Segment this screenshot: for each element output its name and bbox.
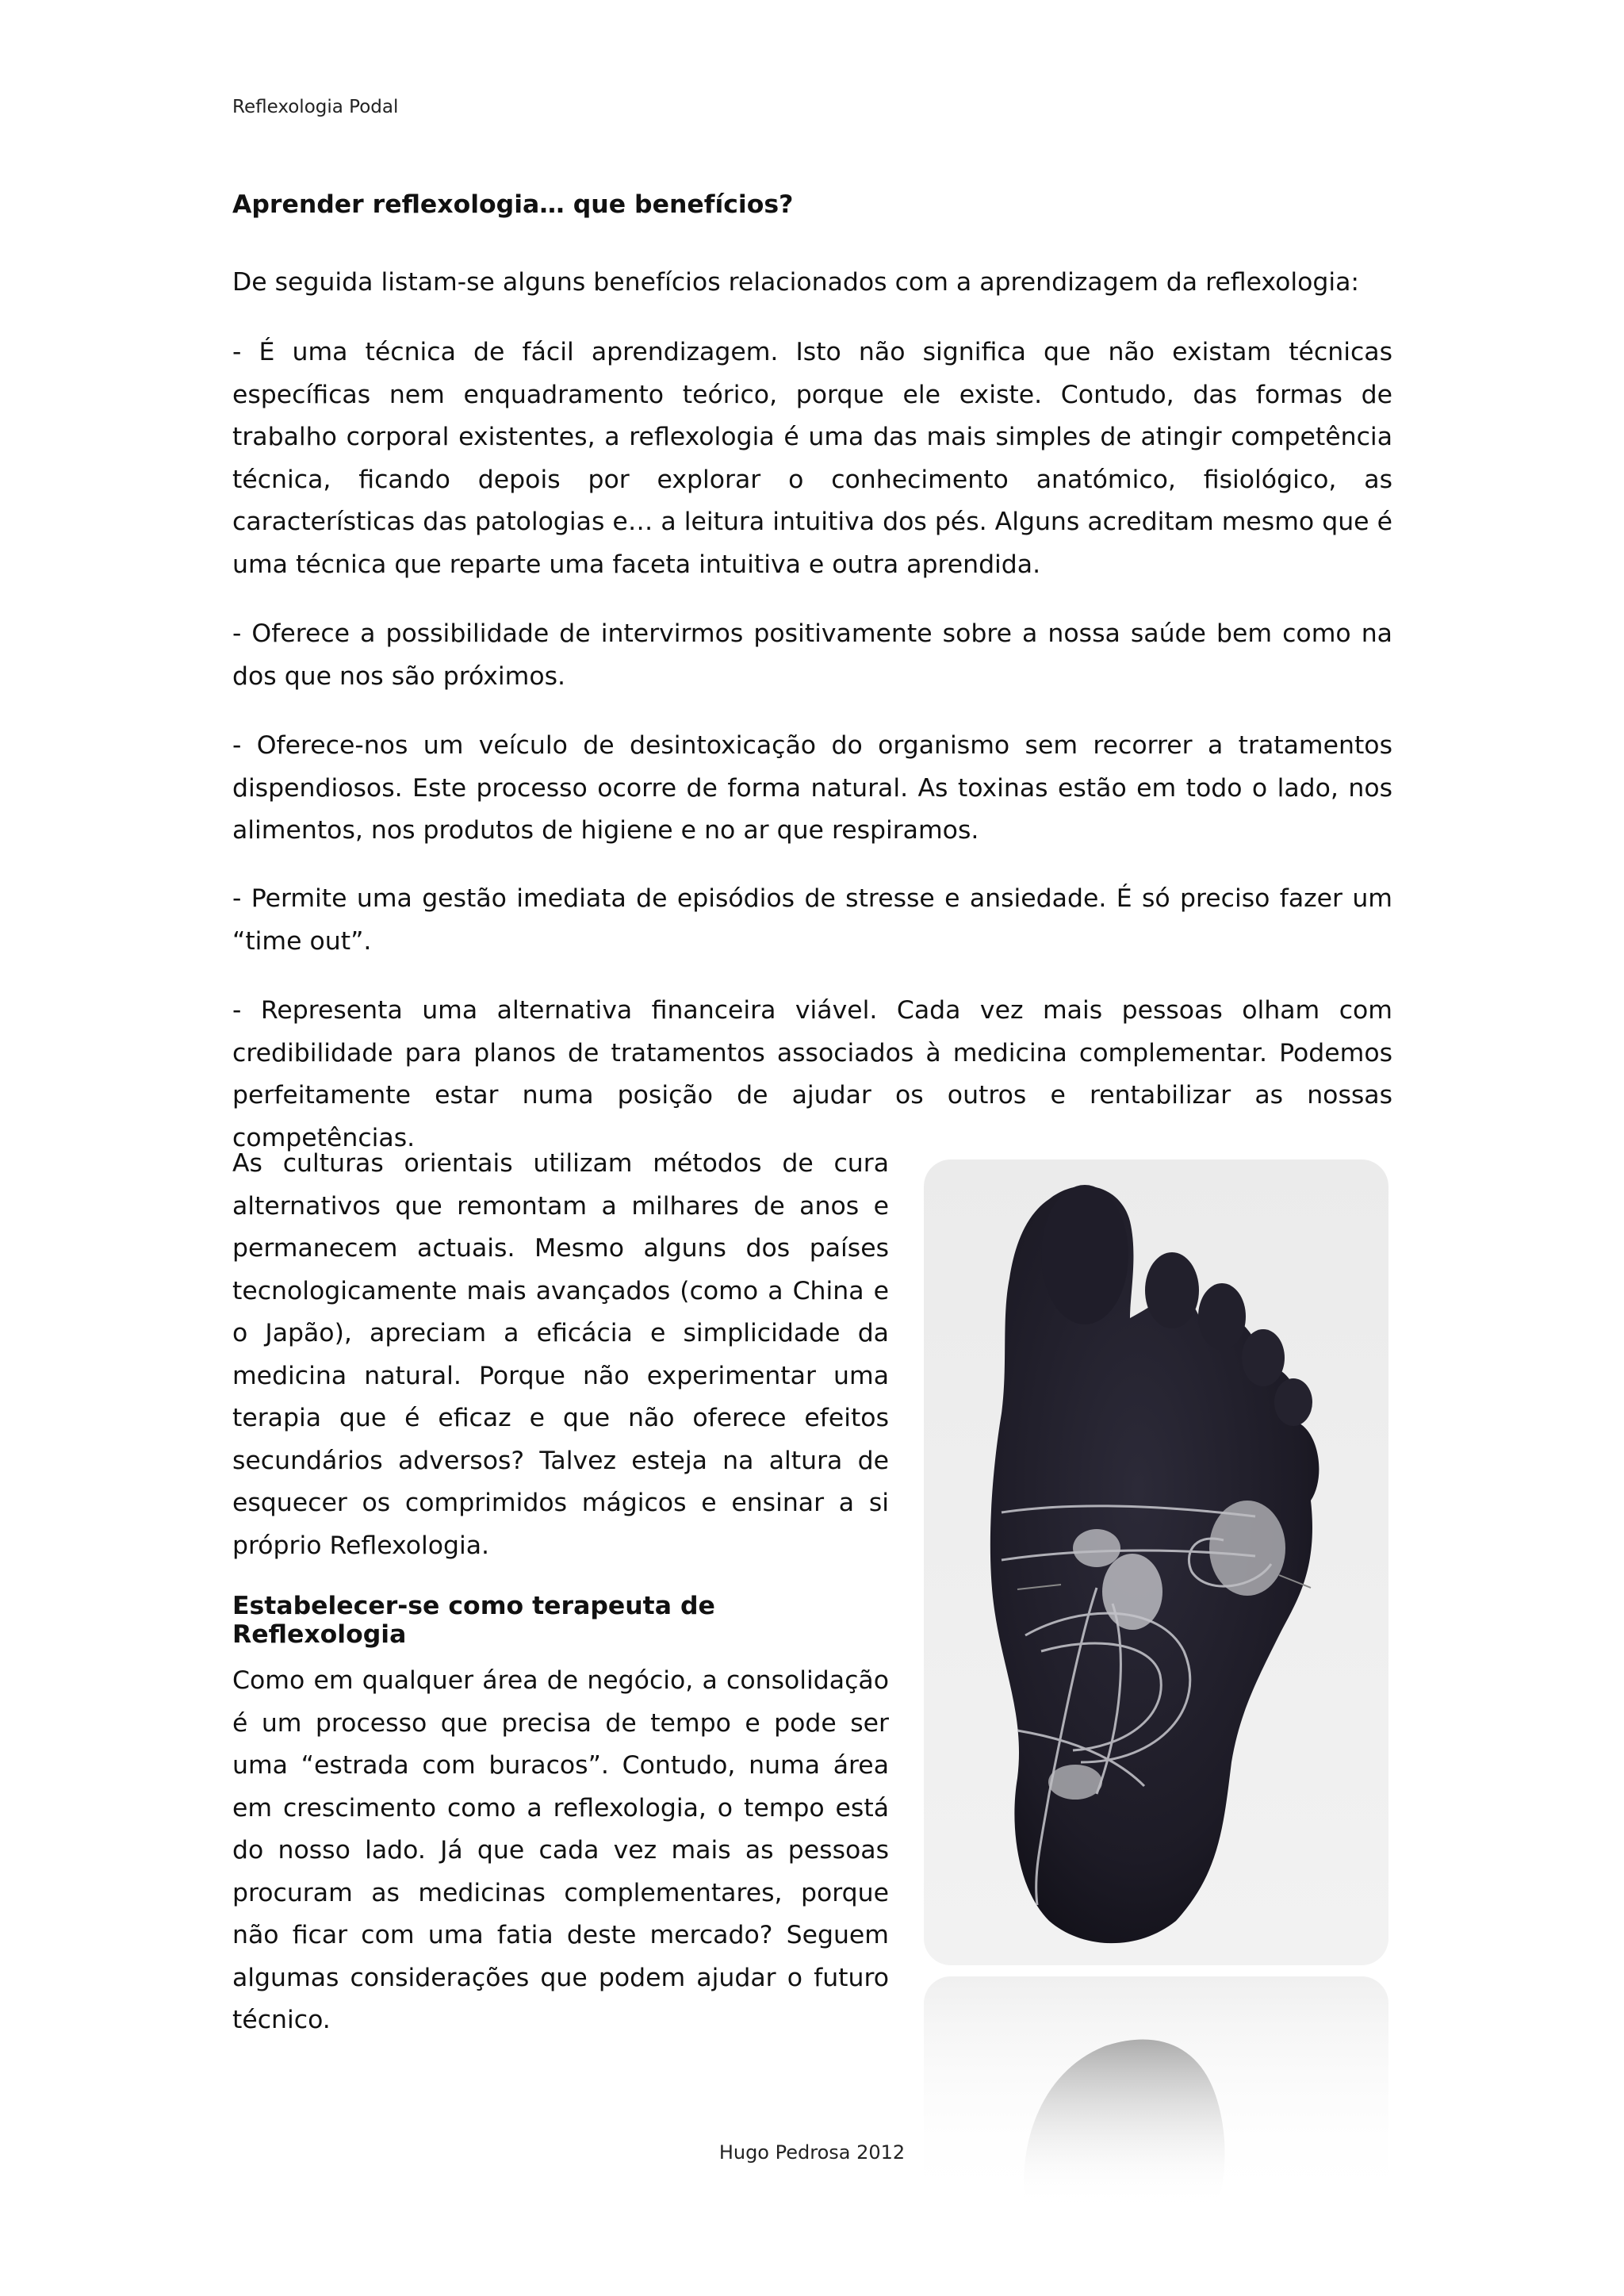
cultures-paragraph: As culturas orientais utilizam métodos de cura alternativos que remontam a milhares de anos e permanecem actuais. Mesmo alguns dos países tecnologicamente mais avançados (como a China e o Japão), apreciam a eficácia e simplicidade da medicina natural. Porque não experimentar uma terapia que é eficaz e que não oferece efeitos secundários adversos? Talvez esteja na altura de esquecer os comprimidos mágicos e ensinar a si próprio Reflexologia. — [232, 1149, 889, 1560]
section-heading-benefits: Aprender reflexologia… que benefícios? — [232, 190, 794, 219]
section-heading-therapist: Estabelecer-se como terapeuta de Reflexologia — [232, 1592, 715, 1649]
intro-paragraph: De seguida listam-se alguns benefícios relacionados com a aprendizagem da reflexologia: — [232, 268, 1360, 297]
benefit-paragraph-2: - Oferece a possibilidade de intervirmos positivamente sobre a nossa saúde bem como na dos que nos são próximos. — [232, 619, 1392, 691]
therapist-paragraph: Como em qualquer área de negócio, a consolidação é um processo que precisa de tempo e pode ser uma “estrada com buracos”. Contudo, numa área em crescimento como a reflexologia, o tempo está do nosso lado. Já que cada vez mais as pessoas procuram as medicinas complementares, porque não ficar com uma fatia deste mercado? Seguem algumas considerações que podem ajudar o futuro técnico. — [232, 1666, 889, 2034]
benefit-paragraph-1: - É uma técnica de fácil aprendizagem. Isto não significa que não existam técnicas específicas nem enquadramento teórico, porque ele existe. Contudo, das formas de trabalho corporal existentes, a reflexologia é uma das mais simples de atingir competência técnica, ficando depois por explorar o conhecimento anatómico, fisiológico, as características das patologias e… a leitura intuitiva dos pés. Alguns acreditam mesmo que é uma técnica que reparte uma faceta intuitiva e outra aprendida. — [232, 338, 1392, 579]
page-footer: Hugo Pedrosa 2012 — [718, 2141, 906, 2164]
running-header: Reflexologia Podal — [232, 97, 399, 117]
foot-reflexology-image — [922, 1159, 1390, 2206]
benefit-paragraph-3: - Oferece-nos um veículo de desintoxicação do organismo sem recorrer a tratamentos dispendiosos. Este processo ocorre de forma natural. As toxinas estão em todo o lado, nos alimentos, nos produtos de higiene e no ar que respiramos. — [232, 731, 1392, 845]
benefit-paragraph-5: - Representa uma alternativa financeira viável. Cada vez mais pessoas olham com credibilidade para planos de tratamentos associados à medicina complementar. Podemos perfeitamente estar numa posição de ajudar os outros e rentabilizar as nossas competências. — [232, 996, 1392, 1152]
benefit-paragraph-4: - Permite uma gestão imediata de episódios de stresse e ansiedade. É só preciso fazer um “time out”. — [232, 884, 1392, 956]
